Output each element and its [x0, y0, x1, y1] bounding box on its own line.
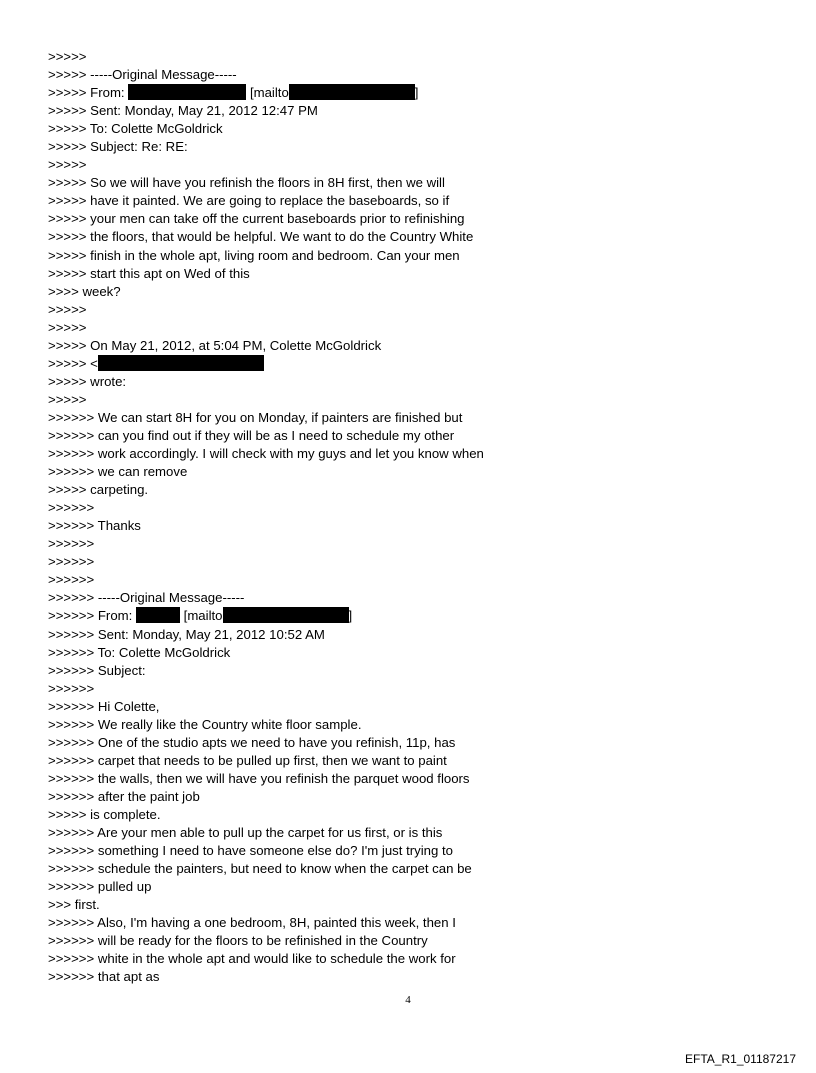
quote-line: >>>>>>: [48, 500, 95, 516]
body-line: >>>>>> after the paint job: [48, 788, 200, 804]
to-line: >>>>>> To: Colette McGoldrick: [48, 644, 231, 660]
body-line: >>>>>> will be ready for the floors to be refinished in the Country: [48, 933, 428, 949]
body-line: >>>>>> work accordingly. I will check with my guys and let you know when: [48, 446, 484, 462]
body-line: >>>>>> We can start 8H for you on Monday, if painters are finished but: [48, 409, 463, 425]
body-line: >>>>>> the walls, then we will have you refinish the parquet wood floors: [48, 770, 470, 786]
original-message-header: >>>>>> -----Original Message-----: [48, 590, 245, 606]
from-label: >>>>>> From:: [48, 608, 133, 624]
redaction-box: [289, 84, 415, 100]
body-line: >>>>> So we will have you refinish the floors in 8H first, then we will: [48, 175, 445, 191]
original-message-header: >>>>> -----Original Message-----: [48, 67, 237, 83]
body-line: >>>>>> can you find out if they will be as I need to schedule my other: [48, 427, 455, 443]
from-label: >>>>> From:: [48, 85, 125, 101]
quote-line: >>>>>>: [48, 536, 95, 552]
sent-line: >>>>> Sent: Monday, May 21, 2012 12:47 PM: [48, 103, 318, 119]
body-line: >>>>> the floors, that would be helpful. We want to do the Country White: [48, 229, 474, 245]
body-line: >>>>>> carpet that needs to be pulled up first, then we want to paint: [48, 752, 447, 768]
body-line: >>>>>> pulled up: [48, 879, 152, 895]
mailto-label: [mailto: [183, 608, 223, 624]
quote-line: >>>>>: [48, 391, 87, 407]
body-line: >>>>> start this apt on Wed of this: [48, 265, 250, 281]
sent-line: >>>>>> Sent: Monday, May 21, 2012 10:52 AM: [48, 626, 325, 642]
body-line: >>>>> your men can take off the current baseboards prior to refinishing: [48, 211, 465, 227]
mailto-label: [mailto: [249, 85, 289, 101]
redaction-box: [136, 607, 180, 623]
quote-line: >>>>>>: [48, 554, 95, 570]
redaction-box: [98, 355, 264, 371]
subject-line: >>>>>> Subject:: [48, 662, 146, 678]
mailto-close: ]: [348, 608, 353, 624]
body-line: >>>>> carpeting.: [48, 482, 149, 498]
body-line: >>>>>> that apt as: [48, 969, 160, 985]
from-line: [48, 84, 748, 102]
email-thread: [48, 48, 748, 1004]
email-address-line: [48, 355, 748, 373]
mailto-close: ]: [414, 85, 419, 101]
body-line: >>>>> finish in the whole apt, living room and bedroom. Can your men: [48, 247, 460, 263]
body-line: >>>>>> white in the whole apt and would like to schedule the work for: [48, 951, 456, 967]
wrote-line: >>>>> wrote:: [48, 373, 127, 389]
quote-line: >>>>>: [48, 319, 87, 335]
from-line: [48, 607, 748, 625]
body-line: >>>>>> Are your men able to pull up the carpet for us first, or is this: [48, 825, 443, 841]
body-line: >>>>> is complete.: [48, 806, 161, 822]
thanks-line: >>>>>> Thanks: [48, 518, 141, 534]
page-number: 4: [405, 994, 411, 1006]
body-line: >>>>>> we can remove: [48, 464, 188, 480]
redaction-box: [128, 84, 246, 100]
body-line: >>>>>> schedule the painters, but need to know when the carpet can be: [48, 861, 472, 877]
to-line: >>>>> To: Colette McGoldrick: [48, 121, 223, 137]
quote-line: >>>>>: [48, 157, 87, 173]
body-line: >>>>>> One of the studio apts we need to have you refinish, 11p, has: [48, 734, 456, 750]
quote-line: >>>>>: [48, 301, 87, 317]
subject-line: >>>>> Subject: Re: RE:: [48, 139, 188, 155]
body-line: >>> first.: [48, 897, 100, 913]
body-line: >>>>>> We really like the Country white floor sample.: [48, 716, 362, 732]
reply-attribution-line: >>>>> On May 21, 2012, at 5:04 PM, Colette McGoldrick: [48, 337, 382, 353]
quote-line: >>>>>: [48, 49, 87, 64]
greeting-line: >>>>>> Hi Colette,: [48, 698, 160, 714]
body-line: >>>>>> something I need to have someone else do? I'm just trying to: [48, 843, 453, 859]
document-id: EFTA_R1_01187217: [685, 1052, 796, 1066]
email-prefix: >>>>> <: [48, 355, 98, 371]
quote-line: >>>>>>: [48, 680, 95, 696]
redaction-box: [223, 607, 349, 623]
body-line: >>>>>> Also, I'm having a one bedroom, 8H, painted this week, then I: [48, 915, 456, 931]
quote-line: >>>>>>: [48, 572, 95, 588]
body-line: >>>>> have it painted. We are going to replace the baseboards, so if: [48, 193, 450, 209]
body-line: >>>> week?: [48, 283, 121, 299]
